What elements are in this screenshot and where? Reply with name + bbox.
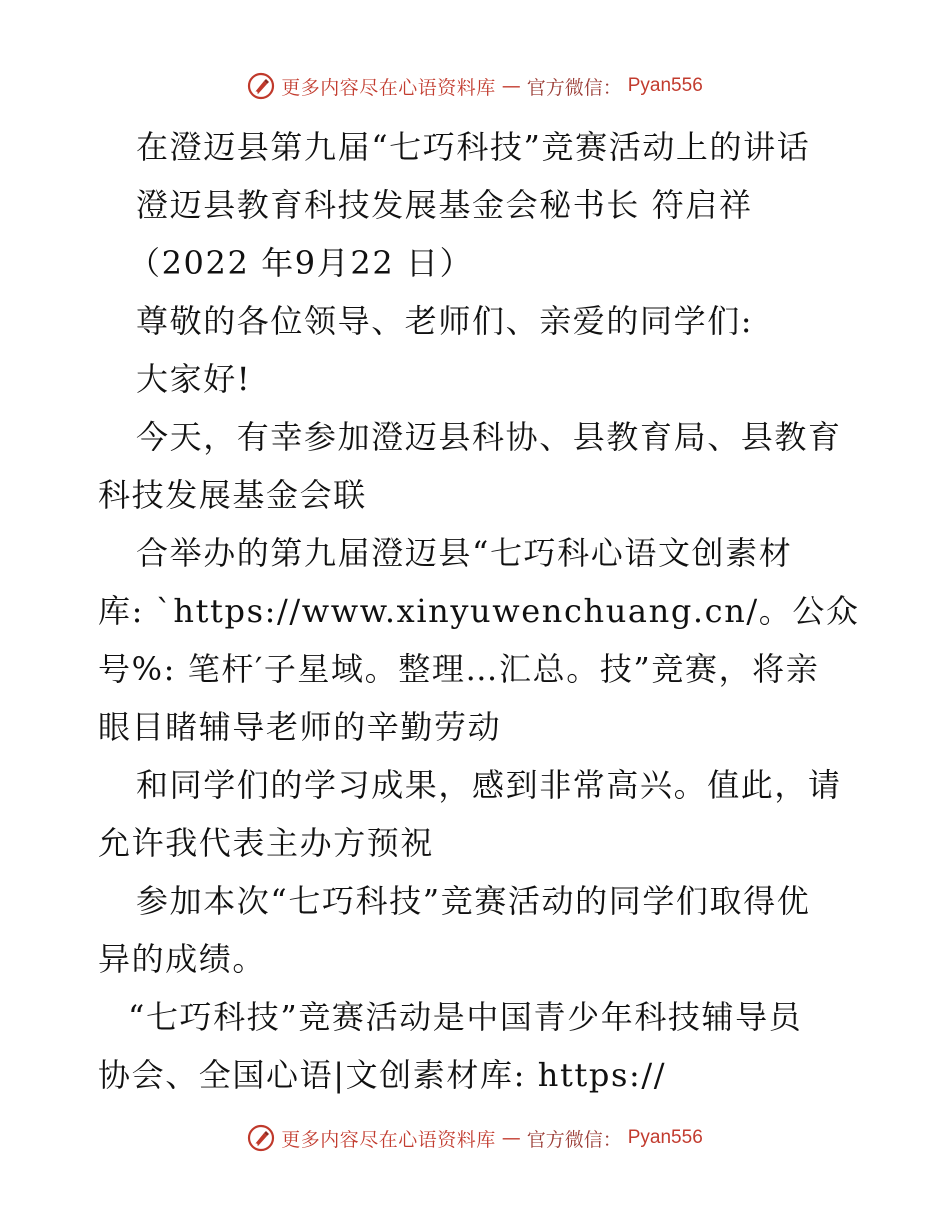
paragraph-3-line-2: 允许我代表主办方预祝 <box>98 824 435 862</box>
paragraph-2-line-2: 库: `https://www.xinyuwenchuang.cn/。公众 <box>98 592 860 630</box>
paragraph-4-line-2: 异的成绩。 <box>98 940 267 978</box>
document-date: （2022 年9月22 日） <box>128 244 474 282</box>
document-salutation: 尊敬的各位领导、老师们、亲爱的同学们: <box>136 302 754 340</box>
paragraph-5-line-1: “七巧科技”竞赛活动是中国青少年科技辅导员 <box>128 998 803 1036</box>
paragraph-5-line-2: 协会、全国心语|文创素材库: https:// <box>98 1056 667 1094</box>
banner-main-text: 更多内容尽在心语资料库 <box>281 1128 496 1151</box>
pen-logo-icon <box>247 72 275 100</box>
document-author: 澄迈县教育科技发展基金会秘书长 符启祥 <box>136 186 753 224</box>
paragraph-2-line-1: 合举办的第九届澄迈县“七巧科心语文创素材 <box>136 534 793 572</box>
footer-banner[interactable] <box>0 1124 950 1152</box>
banner-sub-text: 官方微信： <box>526 76 622 99</box>
banner-dash: — <box>501 75 521 97</box>
document-title: 在澄迈县第九届“七巧科技”竞赛活动上的讲话 <box>136 128 811 166</box>
paragraph-3-line-1: 和同学们的学习成果，感到非常高兴。值此，请 <box>136 766 842 804</box>
header-banner[interactable] <box>0 72 950 100</box>
banner-wechat-id: Pyan556 <box>627 75 703 96</box>
banner-main-text: 更多内容尽在心语资料库 <box>281 76 496 99</box>
paragraph-2-line-3: 号%: 笔杆′子星域。整理…汇总。技”竞赛，将亲 <box>98 650 820 688</box>
document-greeting: 大家好! <box>136 360 252 398</box>
paragraph-1-line-2: 科技发展基金会联 <box>98 476 367 514</box>
paragraph-4-line-1: 参加本次“七巧科技”竞赛活动的同学们取得优 <box>136 882 811 920</box>
banner-dash: — <box>501 1127 521 1149</box>
document-body <box>98 124 878 1098</box>
pen-logo-icon <box>247 1124 275 1152</box>
paragraph-1-line-1: 今天，有幸参加澄迈县科协、县教育局、县教育 <box>136 418 842 456</box>
banner-wechat-id: Pyan556 <box>627 1127 703 1148</box>
banner-sub-text: 官方微信： <box>526 1128 622 1151</box>
paragraph-2-line-4: 眼目睹辅导老师的辛勤劳动 <box>98 708 502 746</box>
